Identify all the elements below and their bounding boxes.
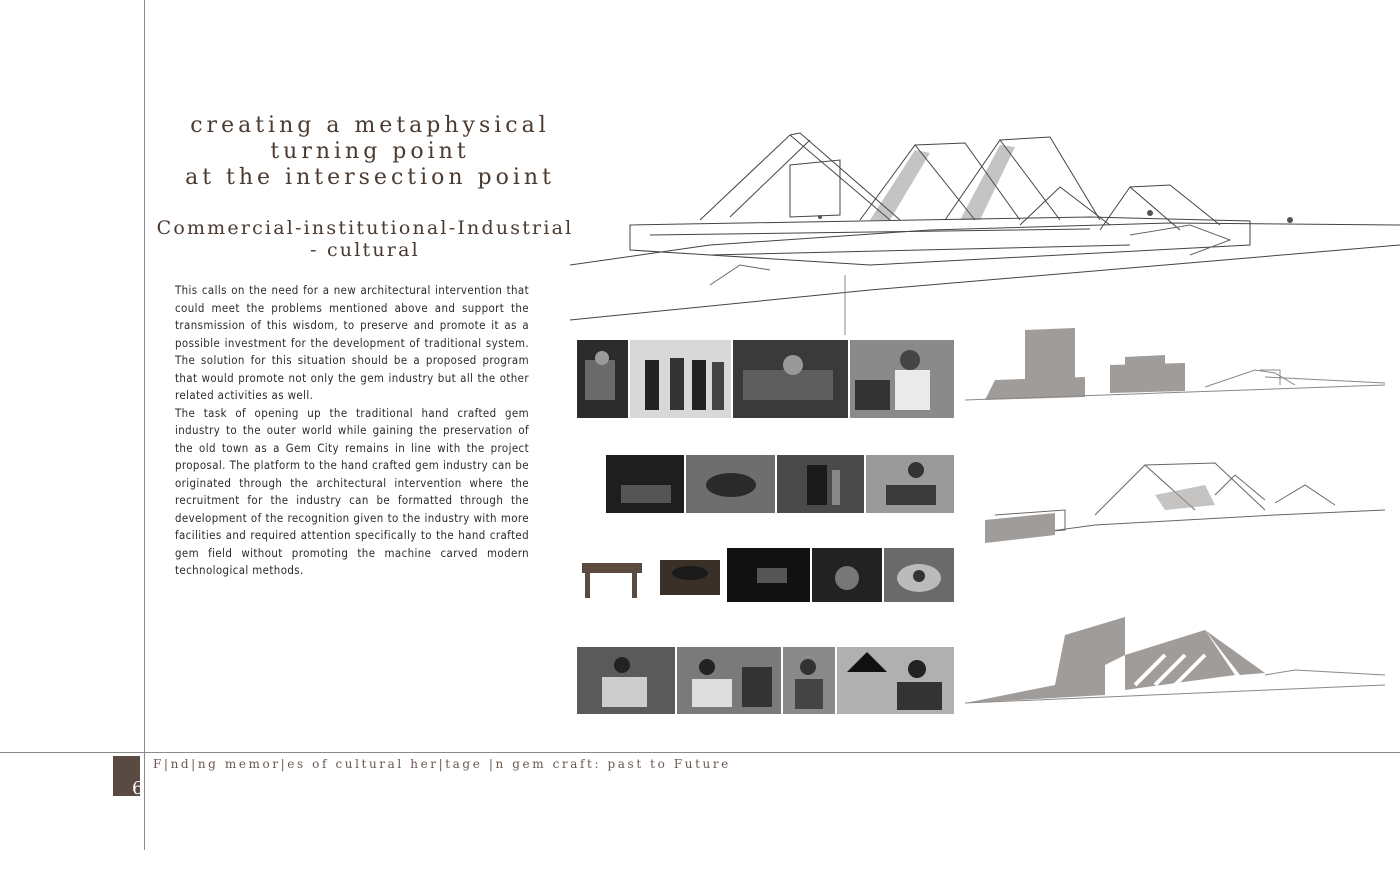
photo-strip-4 <box>577 647 954 714</box>
grinding-machine-photo <box>655 548 725 602</box>
craftsman-side-photo <box>783 647 835 714</box>
workbench-photo <box>577 548 653 602</box>
tools-on-bench-photo <box>777 455 864 513</box>
body-text <box>175 282 529 580</box>
photo-strip-1 <box>577 340 954 418</box>
subtitle-line-1: Commercial-institutional-Industrial <box>156 217 574 239</box>
page-number-block <box>113 756 144 799</box>
body-paragraph-1: This calls on the need for a new architectural intervention that could meet the problems mentioned above and support the transmission of this wisdom, to preserve and promote it as a possible investment for the development of traditional system. The solution for this situation should be a proposed program that would promote not only the gem industry but all the other related activities as well. <box>175 283 529 402</box>
building-perspective-sketch <box>570 125 1400 335</box>
craftsmen-group-photo <box>630 340 731 418</box>
horizontal-rule <box>0 752 1400 753</box>
craftsman-polishing-photo <box>850 340 954 418</box>
body-paragraph-2: The task of opening up the traditional hand crafted gem industry to the outer world while gaining the preservation of the old town as a Gem City remains in line with the project proposal. The platform to the hand crafted gem industry can be originated through the architectural intervention where the recruitment for the industry can be formatted through the development of the recognition given to the industry with more facilities and required attention specifically to the hand crafted gem field without promoting the machine carved modern technological methods. <box>175 405 529 577</box>
workshop-interior-photo <box>606 455 684 513</box>
gemstones-in-hand-photo <box>884 548 954 602</box>
page-title <box>150 113 590 191</box>
title-line-2: turning point <box>270 139 470 164</box>
craftsman-seated-photo <box>577 647 675 714</box>
hands-polishing-photo <box>686 455 775 513</box>
craftsman-at-lathe-photo <box>866 455 954 513</box>
gem-tool-closeup-photo <box>727 548 810 602</box>
massing-silhouette-1 <box>965 325 1390 410</box>
page-subtitle <box>150 217 580 261</box>
title-line-1: creating a metaphysical <box>190 113 550 138</box>
gem-cutting-table-photo <box>733 340 848 418</box>
artisans-working-photo <box>677 647 781 714</box>
photo-strip-3 <box>577 548 954 602</box>
footer-running-title: F|nd|ng memor|es of cultural her|tage |n gem craft: past to Future <box>153 757 731 771</box>
page-number: 6 <box>132 778 144 799</box>
workshop-photo <box>577 340 628 418</box>
photo-strip-2 <box>606 455 954 513</box>
cutting-wheel-photo <box>812 548 882 602</box>
massing-silhouette-3 <box>965 615 1390 710</box>
lamp-and-worker-photo <box>837 647 954 714</box>
title-line-3: at the intersection point <box>185 165 555 190</box>
subtitle-line-2: - cultural <box>310 239 420 261</box>
vertical-rule <box>144 0 145 850</box>
perspective-sketch-2 <box>975 455 1390 560</box>
